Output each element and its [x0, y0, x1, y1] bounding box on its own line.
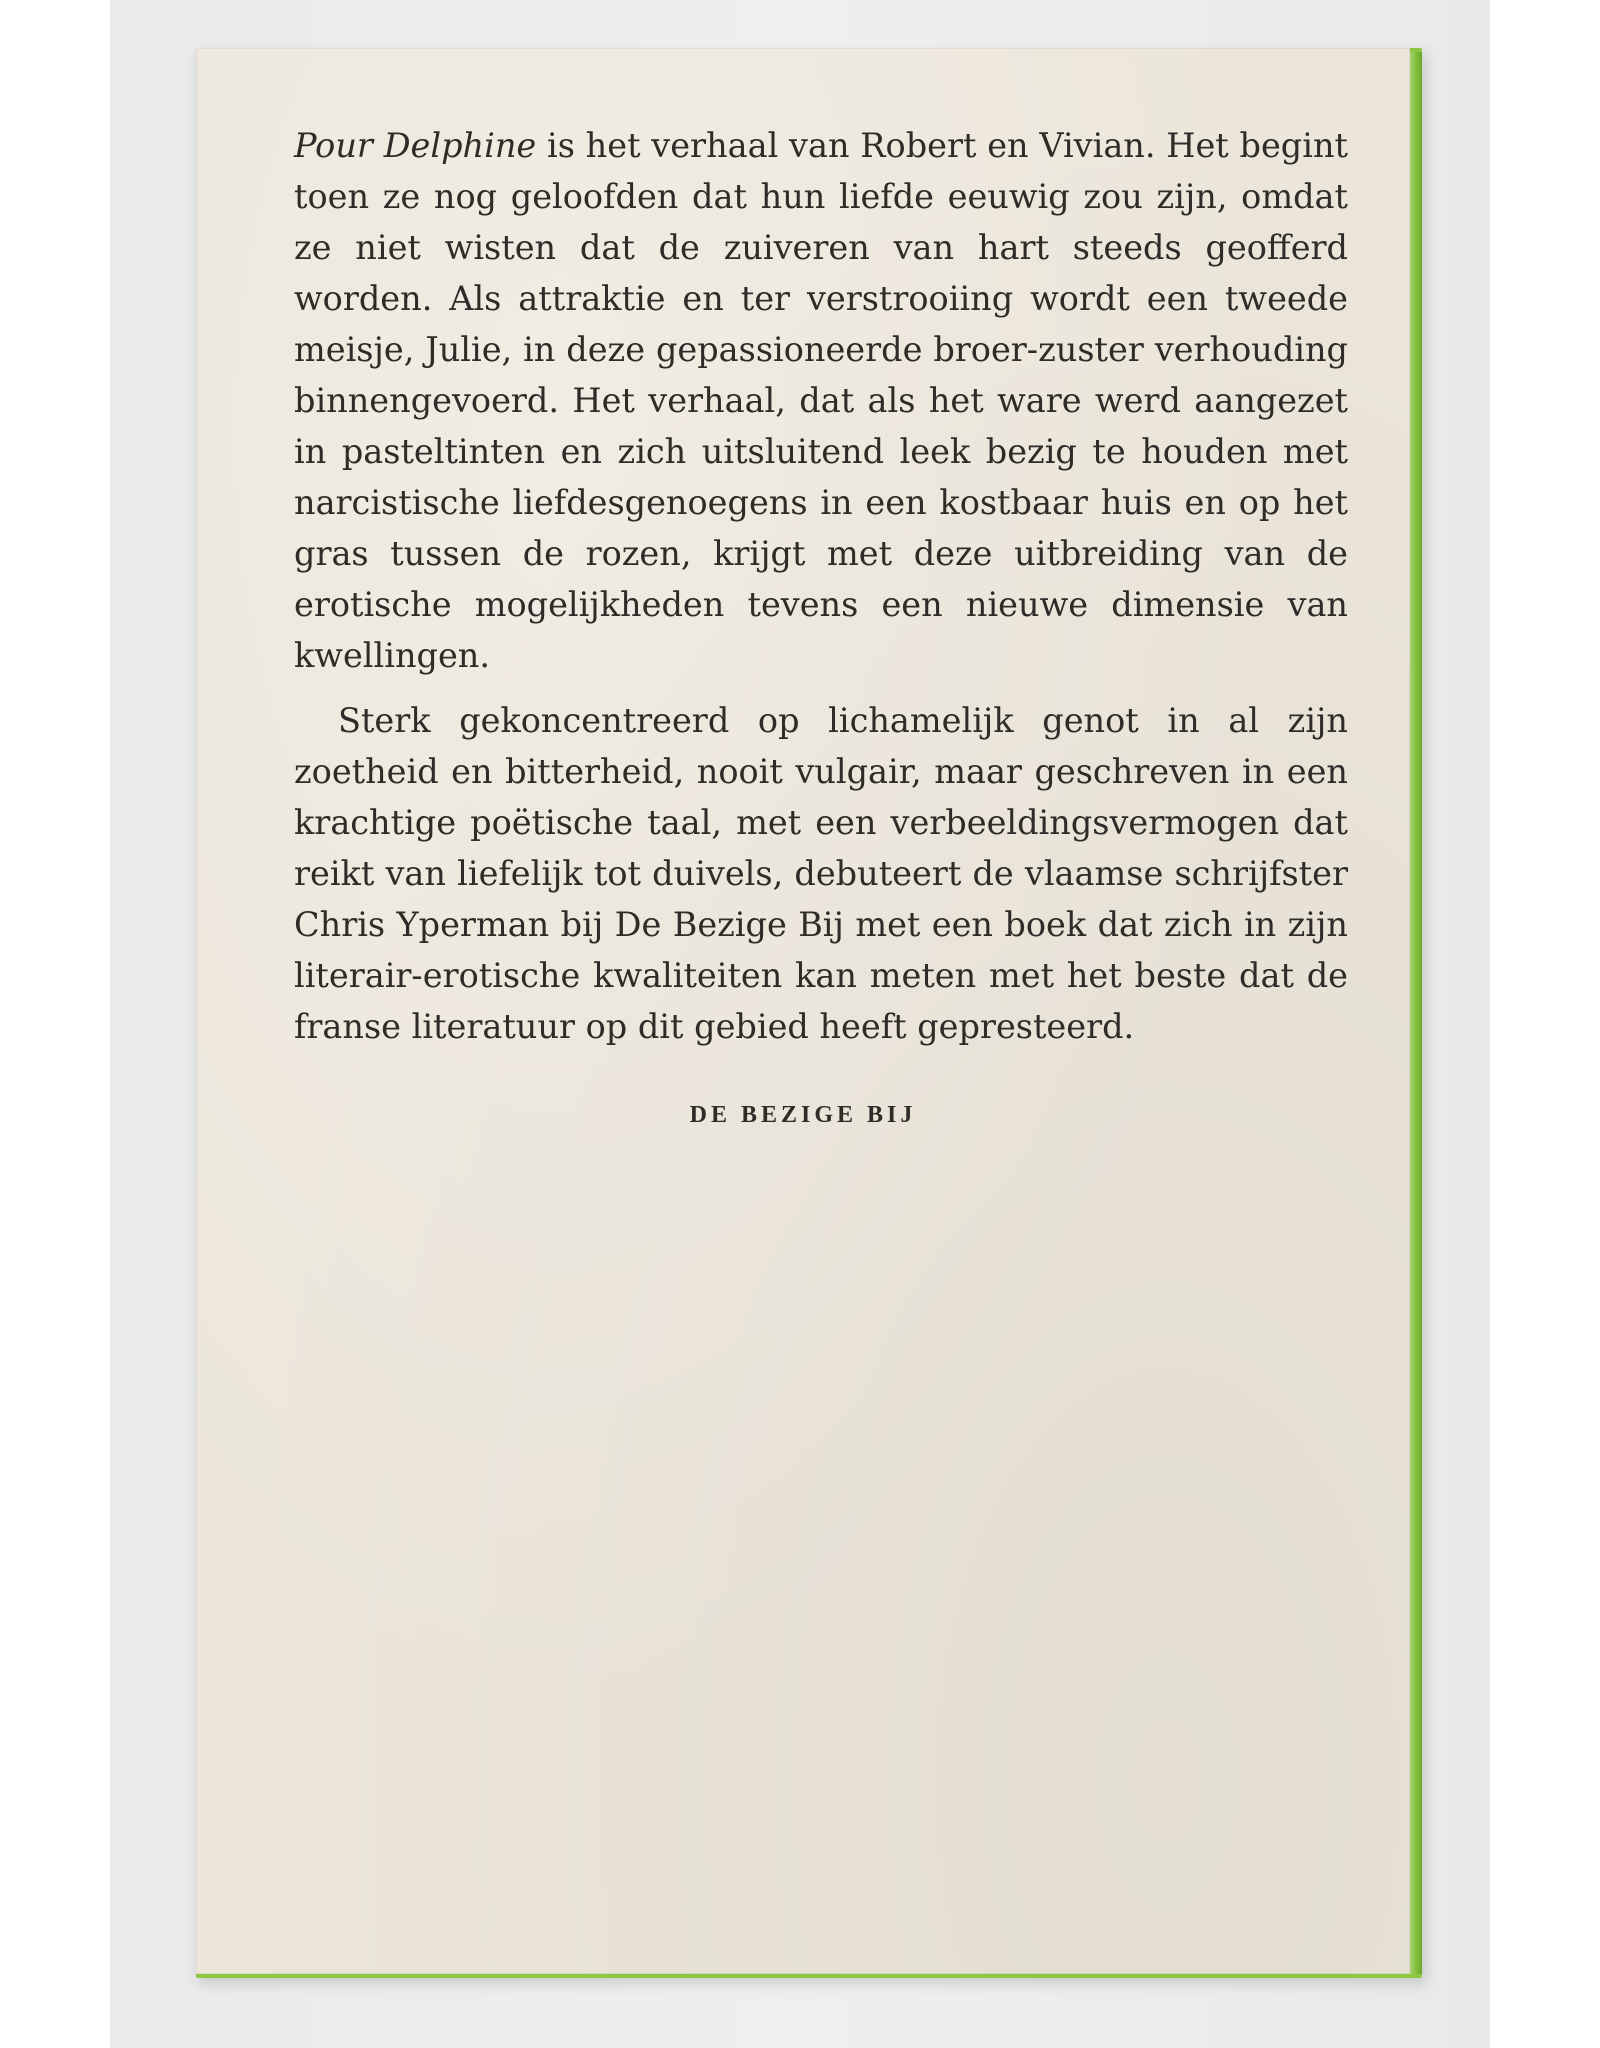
blurb-paragraph-1-text: is het verhaal van Robert en Vivian. Het begint toen ze nog geloofden dat hun liefde eeuwig zou zijn, omdat ze niet wisten dat de zuiveren van hart steeds geofferd worden. Als attraktie en ter verstrooiing wordt een tweede meisje, Julie, in deze gepassioneerde broer-zuster verhouding binnengevoerd. Het verhaal, dat als het ware werd aangezet in pasteltinten en zich uitsluitend leek bezig te houden met narcistische liefdesgenoegens in een kostbaar huis en op het gras tussen de rozen, krijgt met deze uitbreiding van de erotische mogelijkheden tevens een nieuwe dimensie van kwellingen. [294, 126, 1349, 675]
book-green-edge [1408, 52, 1422, 1974]
publisher-name: DE BEZIGE BIJ [689, 1102, 917, 1128]
book-title: Pour Delphine [294, 126, 537, 165]
blurb-paragraph-2: Sterk gekoncentreerd op lichamelijk genot in al zijn zoetheid en bitterheid, nooit vulgair, maar geschreven in een krachtige poëtische taal, met een verbeeldingsvermogen dat reikt van liefelijk tot duivels, debuteert de vlaamse schrijfster Chris Yperman bij De Bezige Bij met een boek dat zich in zijn literair-erotische kwaliteiten kan meten met het beste dat de franse literatuur op dit gebied heeft gepresteerd. [294, 701, 1348, 1046]
blurb-paragraph-1 [294, 120, 1348, 681]
back-cover-blurb [294, 120, 1348, 1052]
